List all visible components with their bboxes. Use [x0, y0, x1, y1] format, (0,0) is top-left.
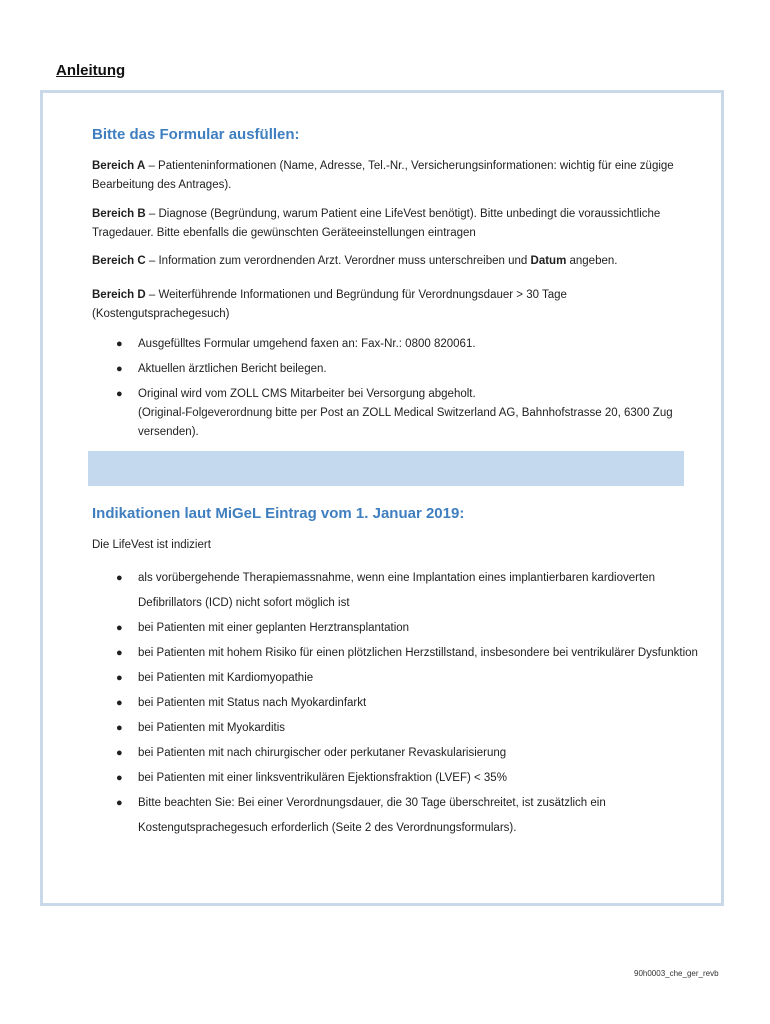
list-item: ● bei Patienten mit nach chirurgischer oder perkutaner Revaskularisierung	[92, 741, 698, 766]
bereich-b-label: Bereich B	[92, 208, 146, 220]
indications-list	[92, 566, 698, 841]
bereich-c-text: Bereich C – Information zum verordnenden Arzt. Verordner muss unterschreiben und Datum angeben.	[92, 255, 618, 267]
bullet-icon: ●	[116, 672, 123, 684]
list-item: ● bei Patienten mit einer geplanten Herztransplantation	[92, 616, 698, 641]
bullet-icon: ●	[116, 572, 123, 584]
section-divider-bar	[88, 451, 684, 486]
bullet-icon: ●	[116, 722, 123, 734]
list-item: ● bei Patienten mit Status nach Myokardinfarkt	[92, 691, 698, 716]
bullet-icon: ●	[116, 338, 123, 350]
bereich-d-label: Bereich D	[92, 289, 146, 301]
bereich-d-text: Bereich D – Weiterführende Informationen und Begründung für Verordnungsdauer > 30 Tage (Kostengutsprachegesuch)	[92, 289, 567, 320]
page-title: Anleitung	[56, 62, 126, 79]
list-item: ● bei Patienten mit hohem Risiko für einen plötzlichen Herzstillstand, insbesondere bei ventrikulärer Dysfunktion	[92, 641, 698, 666]
list-item: ● bei Patienten mit einer linksventrikulären Ejektionsfraktion (LVEF) < 35%	[92, 766, 698, 791]
bereich-a-label: Bereich A	[92, 160, 146, 172]
bereich-b-text: Bereich B – Diagnose (Begründung, warum Patient eine LifeVest benötigt). Bitte unbedingt die voraussichtliche Tragedauer. Bitte ebenfalls die gewünschten Geräteeinstellungen eintragen	[92, 208, 661, 239]
bullet-icon: ●	[116, 388, 123, 400]
list-item: ● bei Patienten mit Myokarditis	[92, 716, 698, 741]
footer-code: 90h0003_che_ger_revb	[634, 969, 719, 978]
bullet-icon: ●	[116, 772, 123, 784]
bullet-icon: ●	[116, 797, 123, 809]
list-item: ● Aktuellen ärztlichen Bericht beilegen.	[92, 360, 698, 379]
bullet-icon: ●	[116, 647, 123, 659]
bereich-c-label: Bereich C	[92, 255, 146, 267]
list-item: ● Original wird vom ZOLL CMS Mitarbeiter bei Versorgung abgeholt. (Original-Folgeverordnung bitte per Post an ZOLL Medical Switzerland AG, Bahnhofstrasse 20, 6300 Zug versenden).	[92, 385, 698, 442]
instructions-list	[92, 335, 698, 448]
section2-heading: Indikationen laut MiGeL Eintrag vom 1. Januar 2019:	[92, 505, 465, 522]
list-item: ● Ausgefülltes Formular umgehend faxen an: Fax-Nr.: 0800 820061.	[92, 335, 698, 354]
section1-heading: Bitte das Formular ausfüllen:	[92, 126, 300, 143]
bullet-icon: ●	[116, 697, 123, 709]
bullet-icon: ●	[116, 747, 123, 759]
list-item: ● als vorübergehende Therapiemassnahme, wenn eine Implantation eines implantierbaren kardioverten Defibrillators (ICD) nicht sofort möglich ist	[92, 566, 698, 616]
bullet-icon: ●	[116, 622, 123, 634]
bullet-icon: ●	[116, 363, 123, 375]
list-item: ● Bitte beachten Sie: Bei einer Verordnungsdauer, die 30 Tage überschreitet, ist zusätzlich ein Kostengutsprachegesuch erforderlich (Seite 2 des Verordnungsformulars).	[92, 791, 698, 841]
section2-intro: Die LifeVest ist indiziert	[92, 539, 211, 551]
list-item: ● bei Patienten mit Kardiomyopathie	[92, 666, 698, 691]
bereich-a-text: Bereich A – Patienteninformationen (Name, Adresse, Tel.-Nr., Versicherungsinformationen: wichtig für eine zügige Bearbeitung des Antrages).	[92, 160, 674, 191]
